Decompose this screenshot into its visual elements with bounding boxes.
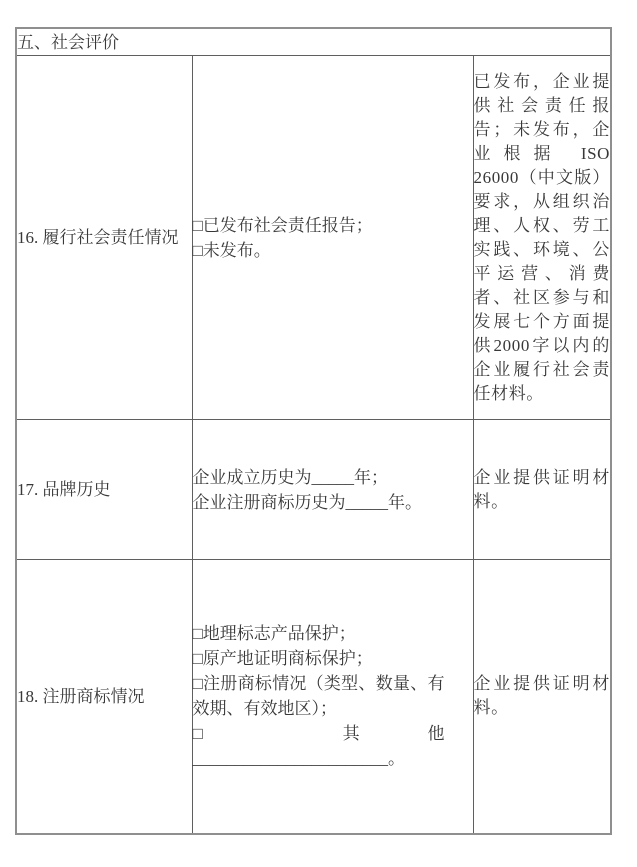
checkbox-option-not-published[interactable]: □未发布。 xyxy=(192,240,271,260)
requirement-text: 已发布，企业提供社会责任报告；未发布，企业根据 ISO 26000（中文版）要求，从组织治理、人权、劳工实践、环境、公平运营、消费者、社区参与和发展七个方面提供2000字以内的企业履行社会责任材料。 xyxy=(473,71,611,403)
row-requirement-18 xyxy=(473,560,611,834)
requirement-text: 企业提供证明材料。 xyxy=(473,674,611,718)
table-row-18 xyxy=(16,560,611,834)
blank-field-trademark-history[interactable]: 企业注册商标历史为_____年。 xyxy=(192,492,422,512)
row-requirement-17 xyxy=(473,420,611,560)
table-row-17 xyxy=(16,420,611,560)
checkbox-option-registered-trademark[interactable]: □注册商标情况（类型、数量、有效期、有效地区）； xyxy=(192,674,445,719)
row-options-18 xyxy=(192,560,473,834)
requirement-text: 企业提供证明材料。 xyxy=(473,467,611,511)
social-evaluation-table xyxy=(15,27,612,835)
row-label-18: 18. 注册商标情况 xyxy=(16,560,192,834)
checkbox-option-published[interactable]: □已发布社会责任报告； xyxy=(192,215,373,235)
table-row-16 xyxy=(16,56,611,420)
checkbox-option-geo-indication[interactable]: □地理标志产品保护； xyxy=(192,624,356,644)
checkbox-option-other-blank[interactable]: □ 其他_______________________。 xyxy=(192,724,445,769)
section-title: 五、社会评价 xyxy=(16,28,611,56)
options-group xyxy=(193,621,445,771)
row-label-16: 16. 履行社会责任情况 xyxy=(16,56,192,420)
checkbox-option-origin-certification[interactable]: □原产地证明商标保护； xyxy=(192,649,373,669)
section-header-row xyxy=(16,28,611,56)
options-group xyxy=(193,213,445,263)
row-options-17 xyxy=(192,420,473,560)
blank-field-founding-history[interactable]: 企业成立历史为_____年； xyxy=(192,467,388,487)
options-group xyxy=(193,465,445,515)
row-requirement-16 xyxy=(473,56,611,420)
row-label-17: 17. 品牌历史 xyxy=(16,420,192,560)
row-options-16 xyxy=(192,56,473,420)
